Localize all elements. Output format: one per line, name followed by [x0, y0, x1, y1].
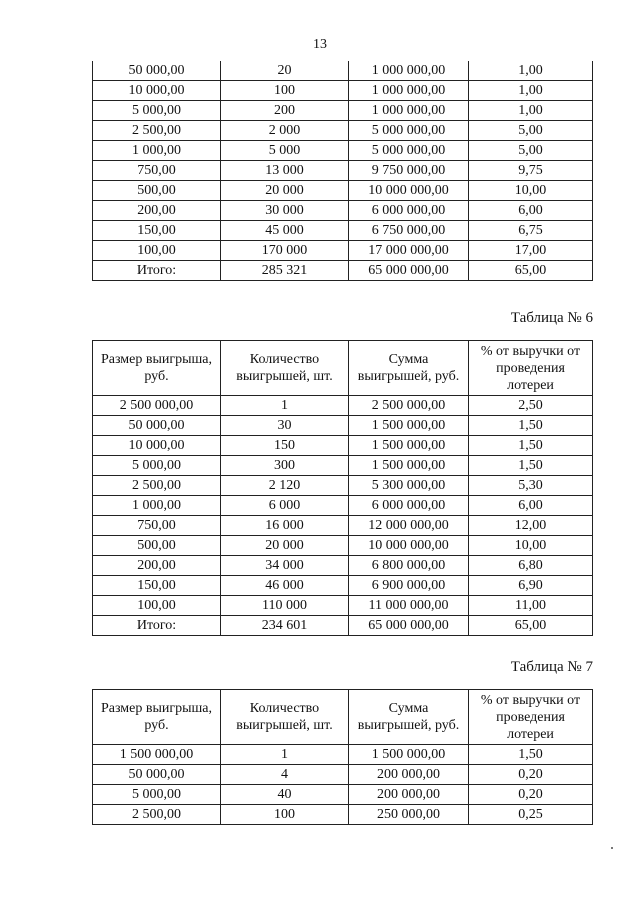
table-cell: 6,00: [469, 201, 593, 221]
table-cell: 6 900 000,00: [349, 576, 469, 596]
table-row: [93, 596, 593, 616]
column-header: Количество выигрышей, шт.: [221, 341, 349, 396]
table-row: [93, 181, 593, 201]
table-cell: 1: [221, 745, 349, 765]
table-cell: 1 000,00: [93, 141, 221, 161]
table-cell: 13 000: [221, 161, 349, 181]
table-row: [93, 785, 593, 805]
column-header: Сумма выигрышей, руб.: [349, 690, 469, 745]
column-header: % от выручки от проведения лотереи: [469, 690, 593, 745]
table-cell: 200: [221, 101, 349, 121]
table-cell: 6 750 000,00: [349, 221, 469, 241]
table-cell: 200 000,00: [349, 765, 469, 785]
table-cell: 65,00: [469, 616, 593, 636]
table-cell: 1,50: [469, 436, 593, 456]
column-header: Размер выигрыша, руб.: [93, 690, 221, 745]
table-cell: 6 800 000,00: [349, 556, 469, 576]
table-cell: 150,00: [93, 221, 221, 241]
table-cell: 300: [221, 456, 349, 476]
table-cell: 6 000: [221, 496, 349, 516]
table-cell: 17 000 000,00: [349, 241, 469, 261]
table-row: [93, 221, 593, 241]
header-row: [93, 690, 593, 745]
table-cell: 46 000: [221, 576, 349, 596]
table-cell: 2 500,00: [93, 121, 221, 141]
total-row: [93, 261, 593, 281]
table-row: [93, 61, 593, 81]
table-cell: 50 000,00: [93, 61, 221, 81]
column-header: % от выручки от проведения лотереи: [469, 341, 593, 396]
table-cell: 65,00: [469, 261, 593, 281]
table-cell: 150: [221, 436, 349, 456]
table-cell: 10 000 000,00: [349, 181, 469, 201]
table-cell: 5,30: [469, 476, 593, 496]
table-cell: 2,50: [469, 396, 593, 416]
table-7-caption: Таблица № 7: [510, 659, 593, 675]
table-row: [93, 241, 593, 261]
table-cell: 1 500 000,00: [349, 416, 469, 436]
table-cell: 6,80: [469, 556, 593, 576]
page-number: 13: [313, 37, 327, 52]
table-cell: 1,00: [469, 101, 593, 121]
table-cell: 5 000,00: [93, 456, 221, 476]
table-row: [93, 101, 593, 121]
table-cell: 1,50: [469, 416, 593, 436]
table-cell: 34 000: [221, 556, 349, 576]
table-cell: 500,00: [93, 536, 221, 556]
table-cell: Итого:: [93, 616, 221, 636]
table-cell: 11 000 000,00: [349, 596, 469, 616]
table-cell: 5 000,00: [93, 785, 221, 805]
table-cell: 500,00: [93, 181, 221, 201]
total-row: [93, 616, 593, 636]
table-cell: 50 000,00: [93, 765, 221, 785]
table-cell: 30: [221, 416, 349, 436]
table-cell: 2 500 000,00: [93, 396, 221, 416]
table-cell: 10 000 000,00: [349, 536, 469, 556]
table-cell: 1 500 000,00: [349, 436, 469, 456]
table-cell: 1,50: [469, 745, 593, 765]
table-row: [93, 805, 593, 825]
table-cell: 5 000: [221, 141, 349, 161]
table-row: [93, 201, 593, 221]
table-6-caption: Таблица № 6: [510, 310, 593, 326]
table-cell: 6 000 000,00: [349, 496, 469, 516]
table-cell: Итого:: [93, 261, 221, 281]
column-header: Размер выигрыша, руб.: [93, 341, 221, 396]
table-row: [93, 496, 593, 516]
table-cell: 150,00: [93, 576, 221, 596]
table-cell: 100,00: [93, 241, 221, 261]
margin-mark: [611, 847, 613, 849]
table-cell: 20 000: [221, 181, 349, 201]
table-cell: 170 000: [221, 241, 349, 261]
table-cell: 2 120: [221, 476, 349, 496]
table-cell: 750,00: [93, 516, 221, 536]
table-row: [93, 516, 593, 536]
table-cell: 0,20: [469, 785, 593, 805]
table-cell: 100: [221, 81, 349, 101]
table-cell: 30 000: [221, 201, 349, 221]
table-cell: 9,75: [469, 161, 593, 181]
header-row: [93, 341, 593, 396]
table-cell: 0,25: [469, 805, 593, 825]
table-cell: 5,00: [469, 141, 593, 161]
table-cell: 11,00: [469, 596, 593, 616]
table-cell: 1 500 000,00: [349, 745, 469, 765]
table-cell: 2 500,00: [93, 805, 221, 825]
table-cell: 6,90: [469, 576, 593, 596]
table-row: [93, 556, 593, 576]
prize-table-continued: [92, 61, 593, 281]
table-cell: 5 000 000,00: [349, 141, 469, 161]
table-cell: 10 000,00: [93, 81, 221, 101]
table-row: [93, 141, 593, 161]
prize-table-6: [92, 340, 593, 636]
table-cell: 20: [221, 61, 349, 81]
table-cell: 1 500 000,00: [93, 745, 221, 765]
table-cell: 100: [221, 805, 349, 825]
table-cell: 2 500 000,00: [349, 396, 469, 416]
table-cell: 6 000 000,00: [349, 201, 469, 221]
table-row: [93, 476, 593, 496]
table-cell: 10,00: [469, 181, 593, 201]
table-cell: 0,20: [469, 765, 593, 785]
table-row: [93, 121, 593, 141]
table-row: [93, 745, 593, 765]
table-cell: 1,00: [469, 81, 593, 101]
table-cell: 12,00: [469, 516, 593, 536]
table-cell: 40: [221, 785, 349, 805]
table-row: [93, 536, 593, 556]
table-cell: 5,00: [469, 121, 593, 141]
table-cell: 5 000 000,00: [349, 121, 469, 141]
table-cell: 45 000: [221, 221, 349, 241]
table-row: [93, 436, 593, 456]
table-row: [93, 81, 593, 101]
column-header: Сумма выигрышей, руб.: [349, 341, 469, 396]
table-cell: 4: [221, 765, 349, 785]
table-cell: 285 321: [221, 261, 349, 281]
table-row: [93, 416, 593, 436]
table-cell: 110 000: [221, 596, 349, 616]
table-cell: 6,75: [469, 221, 593, 241]
table-cell: 1,50: [469, 456, 593, 476]
table-cell: 9 750 000,00: [349, 161, 469, 181]
table-cell: 20 000: [221, 536, 349, 556]
table-row: [93, 161, 593, 181]
table-row: [93, 456, 593, 476]
table-cell: 16 000: [221, 516, 349, 536]
table-cell: 17,00: [469, 241, 593, 261]
table-cell: 5 300 000,00: [349, 476, 469, 496]
table-cell: 10,00: [469, 536, 593, 556]
table-cell: 200 000,00: [349, 785, 469, 805]
table-cell: 1 000 000,00: [349, 61, 469, 81]
table-cell: 2 000: [221, 121, 349, 141]
table-cell: 1 500 000,00: [349, 456, 469, 476]
table-cell: 50 000,00: [93, 416, 221, 436]
table-row: [93, 765, 593, 785]
table-cell: 1: [221, 396, 349, 416]
table-cell: 12 000 000,00: [349, 516, 469, 536]
table-cell: 750,00: [93, 161, 221, 181]
prize-table-7: [92, 689, 593, 825]
table-cell: 10 000,00: [93, 436, 221, 456]
table-cell: 1 000,00: [93, 496, 221, 516]
table-cell: 65 000 000,00: [349, 261, 469, 281]
table-cell: 234 601: [221, 616, 349, 636]
table-cell: 250 000,00: [349, 805, 469, 825]
table-cell: 5 000,00: [93, 101, 221, 121]
table-row: [93, 396, 593, 416]
table-cell: 1,00: [469, 61, 593, 81]
table-row: [93, 576, 593, 596]
table-cell: 100,00: [93, 596, 221, 616]
table-cell: 65 000 000,00: [349, 616, 469, 636]
column-header: Количество выигрышей, шт.: [221, 690, 349, 745]
table-cell: 6,00: [469, 496, 593, 516]
table-cell: 200,00: [93, 556, 221, 576]
table-cell: 1 000 000,00: [349, 101, 469, 121]
table-cell: 1 000 000,00: [349, 81, 469, 101]
table-cell: 200,00: [93, 201, 221, 221]
table-cell: 2 500,00: [93, 476, 221, 496]
